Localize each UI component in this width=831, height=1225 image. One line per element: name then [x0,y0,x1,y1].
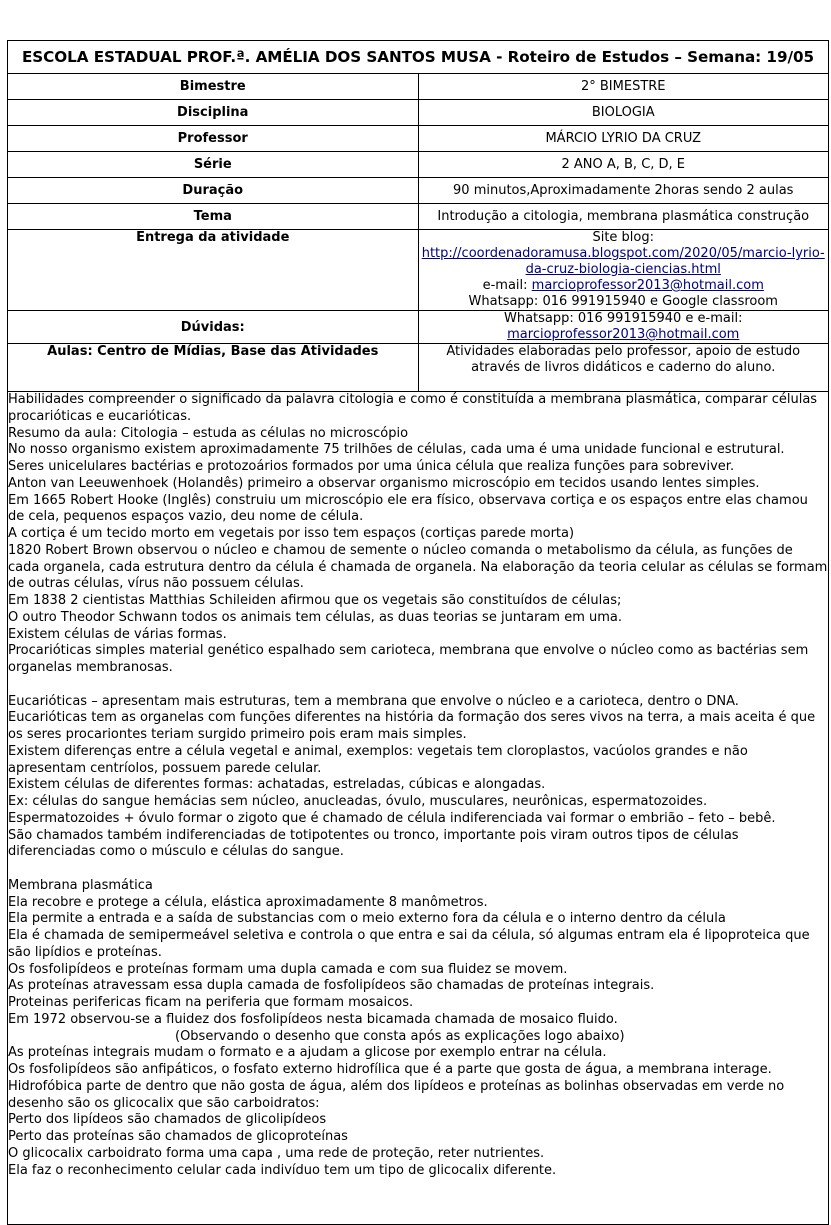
professor-label: Professor [8,126,419,152]
content-paragraph: 1820 Robert Brown observou o núcleo e chamou de semente o núcleo comanda o metabolismo da célula, as funções de cada organela, cada estrutura dentro da célula é chamada de organela. Na elaboração da teoria celular as células se formam de outras células, vírus não possuem células. [8,542,828,592]
bimestre-value: 2° BIMESTRE [418,74,829,100]
entrega-label: Entrega da atividade [8,230,419,311]
school-title: ESCOLA ESTADUAL PROF.ª. AMÉLIA DOS SANTOS MUSA - Roteiro de Estudos – Semana: 19/05 [8,41,829,74]
content-paragraph: Em 1972 observou-se a fluidez dos fosfolipídeos nesta bicamada chamada de mosaico fluido. [8,1011,618,1027]
content-paragraph: Perto dos lipídeos são chamados de glicolipídeos [8,1112,327,1128]
content-paragraph: Ela é chamada de semipermeável seletiva e controla o que entra e sai da célula, só algumas entram ela é lipoproteica que são lipídios e proteínas. [8,928,810,960]
content-paragraph: Habilidades compreender o significado da palavra citologia e como é constituída a membrana plasmática, comparar células procarióticas e eucarióticas. [8,392,818,424]
duvidas-prefix: Whatsapp: 016 991915940 e e-mail: [504,311,743,326]
content-paragraph: Em 1838 2 cientistas Matthias Schileiden afirmou que os vegetais são constituídos de células; [8,593,622,608]
aulas-label: Aulas: Centro de Mídias, Base das Atividades [8,344,419,392]
bimestre-label: Bimestre [8,74,419,100]
duvidas-value [418,311,829,344]
content-paragraph: Resumo da aula: Citologia – estuda as células no microscópio [8,425,409,441]
content-paragraph: Eucarióticas – apresentam mais estruturas, tem a membrana que envolve o núcleo e a carioteca, dentro o DNA. [8,693,739,709]
content-paragraph: A cortiça é um tecido morto em vegetais por isso tem espaços (cortiças parede morta) [8,526,575,541]
study-guide-table [7,40,829,1225]
content-paragraph: Existem células de diferentes formas: achatadas, estreladas, cúbicas e alongadas. [8,777,546,793]
tema-value: Introdução a citologia, membrana plasmática construção [418,204,829,230]
content-paragraph: Seres unicelulares bactérias e protozoários formados por uma única célula que realiza funções para sobreviver. [8,459,735,474]
email-link[interactable]: marcioprofessor2013@hotmail.com [531,278,764,293]
entrega-value [418,230,829,311]
content-paragraph: Espermatozoides + óvulo formar o zigoto que é chamado de célula indiferenciada vai formar o embrião – feto – bebê. [8,810,776,826]
content-paragraph: No nosso organismo existem aproximadamente 75 trilhões de células, cada uma é uma unidade funcional e estrutural. [8,442,785,458]
content-paragraph: São chamados também indiferenciadas de totipotentes ou tronco, importante pois viram outros tipos de células diferenciadas como o músculo e células do sangue. [8,827,739,860]
disciplina-label: Disciplina [8,100,419,126]
aulas-value: Atividades elaboradas pelo professor, apoio de estudo através de livros didáticos e caderno do aluno. [418,344,829,392]
content-paragraph: Ela recobre e protege a célula, elástica aproximadamente 8 manômetros. [8,894,488,910]
email-prefix: e-mail: [482,278,532,293]
tema-label: Tema [8,204,419,230]
duvidas-email-link[interactable]: marcioprofessor2013@hotmail.com [507,327,740,342]
duvidas-label: Dúvidas: [8,311,419,344]
lesson-content [8,392,829,1225]
blog-link[interactable]: http://coordenadoramusa.blogspot.com/2020/05/marcio-lyrio-da-cruz-biologia-ciencias.html [421,246,825,277]
disciplina-value: BIOLOGIA [418,100,829,126]
serie-label: Série [8,152,419,178]
content-paragraph: O outro Theodor Schwann todos os animais tem células, as duas teorias se juntaram em uma. [8,609,623,625]
duracao-label: Duração [8,178,419,204]
duracao-value: 90 minutos,Aproximadamente 2horas sendo 2 aulas [418,178,829,204]
serie-value: 2 ANO A, B, C, D, E [418,152,829,178]
content-paragraph: Em 1665 Robert Hooke (Inglês) construiu um microscópio ele era físico, observava cortiça e os espaços entre elas chamou de cela, pequenos espaços vazio, deu nome de célula. [8,492,808,525]
content-paragraph: O glicocalix carboidrato forma uma capa , uma rede de proteção, reter nutrientes. [8,1145,545,1161]
content-paragraph: Existem diferenças entre a célula vegetal e animal, exemplos: vegetais tem cloroplastos, vacúolos grandes e não apresentam centríolos, possuem parede celular. [8,743,748,776]
content-paragraph: Hidrofóbica parte de dentro que não gosta de água, além dos lipídeos e proteínas as bolinhas observadas em verde no desenho são os glicocalix que são carboidratos: [8,1078,785,1111]
content-paragraph: As proteínas atravessam essa dupla camada de fosfolipídeos são chamadas de proteínas integrais. [8,978,655,994]
drawing-note: (Observando o desenho que consta após as explicações logo abaixo) [175,1028,625,1044]
content-paragraph: Proteinas perifericas ficam na periferia que formam mosaicos. [8,995,414,1010]
content-paragraph: Procarióticas simples material genético espalhado sem carioteca, membrana que envolve o núcleo como as bactérias sem organelas membranosas. [8,643,809,675]
whatsapp-text: Whatsapp: 016 991915940 e Google classroom [468,294,778,309]
content-paragraph: Perto das proteínas são chamados de glicoproteínas [8,1129,348,1144]
content-paragraph: Os fosfolipídeos e proteínas formam uma dupla camada e com sua fluidez se movem. [8,961,568,977]
professor-value: MÁRCIO LYRIO DA CRUZ [418,126,829,152]
content-paragraph: Anton van Leeuwenhoek (Holandês) primeiro a observar organismo microscópio em tecidos usando lentes simples. [8,475,760,491]
blank-line [8,677,828,694]
content-paragraph: Ela permite a entrada e a saída de substancias com o meio externo fora da célula e o interno dentro da célula [8,911,726,927]
blank-line [8,861,828,878]
content-paragraph: Ela faz o reconhecimento celular cada indivíduo tem um tipo de glicocalix diferente. [8,1162,557,1178]
content-paragraph: As proteínas integrais mudam o formato e a ajudam a glicose por exemplo entrar na célula. [8,1045,607,1061]
content-paragraph: Ex: células do sangue hemácias sem núcleo, anucleadas, óvulo, musculares, neurônicas, espermatozoides. [8,794,708,809]
blog-prefix: Site blog: [592,230,655,245]
content-paragraph: Eucarióticas tem as organelas com funções diferentes na história da formação dos seres vivos na terra, a mais aceita é que os seres procariontes teriam surgido primeiro pois eram mais simples. [8,710,816,742]
content-paragraph: Existem células de várias formas. [8,626,227,642]
content-paragraph: Os fosfolipídeos são anfipáticos, o fosfato externo hidrofílica que é a parte que gosta de água, a membrana interage. [8,1062,772,1077]
section-heading: Membrana plasmática [8,877,153,893]
